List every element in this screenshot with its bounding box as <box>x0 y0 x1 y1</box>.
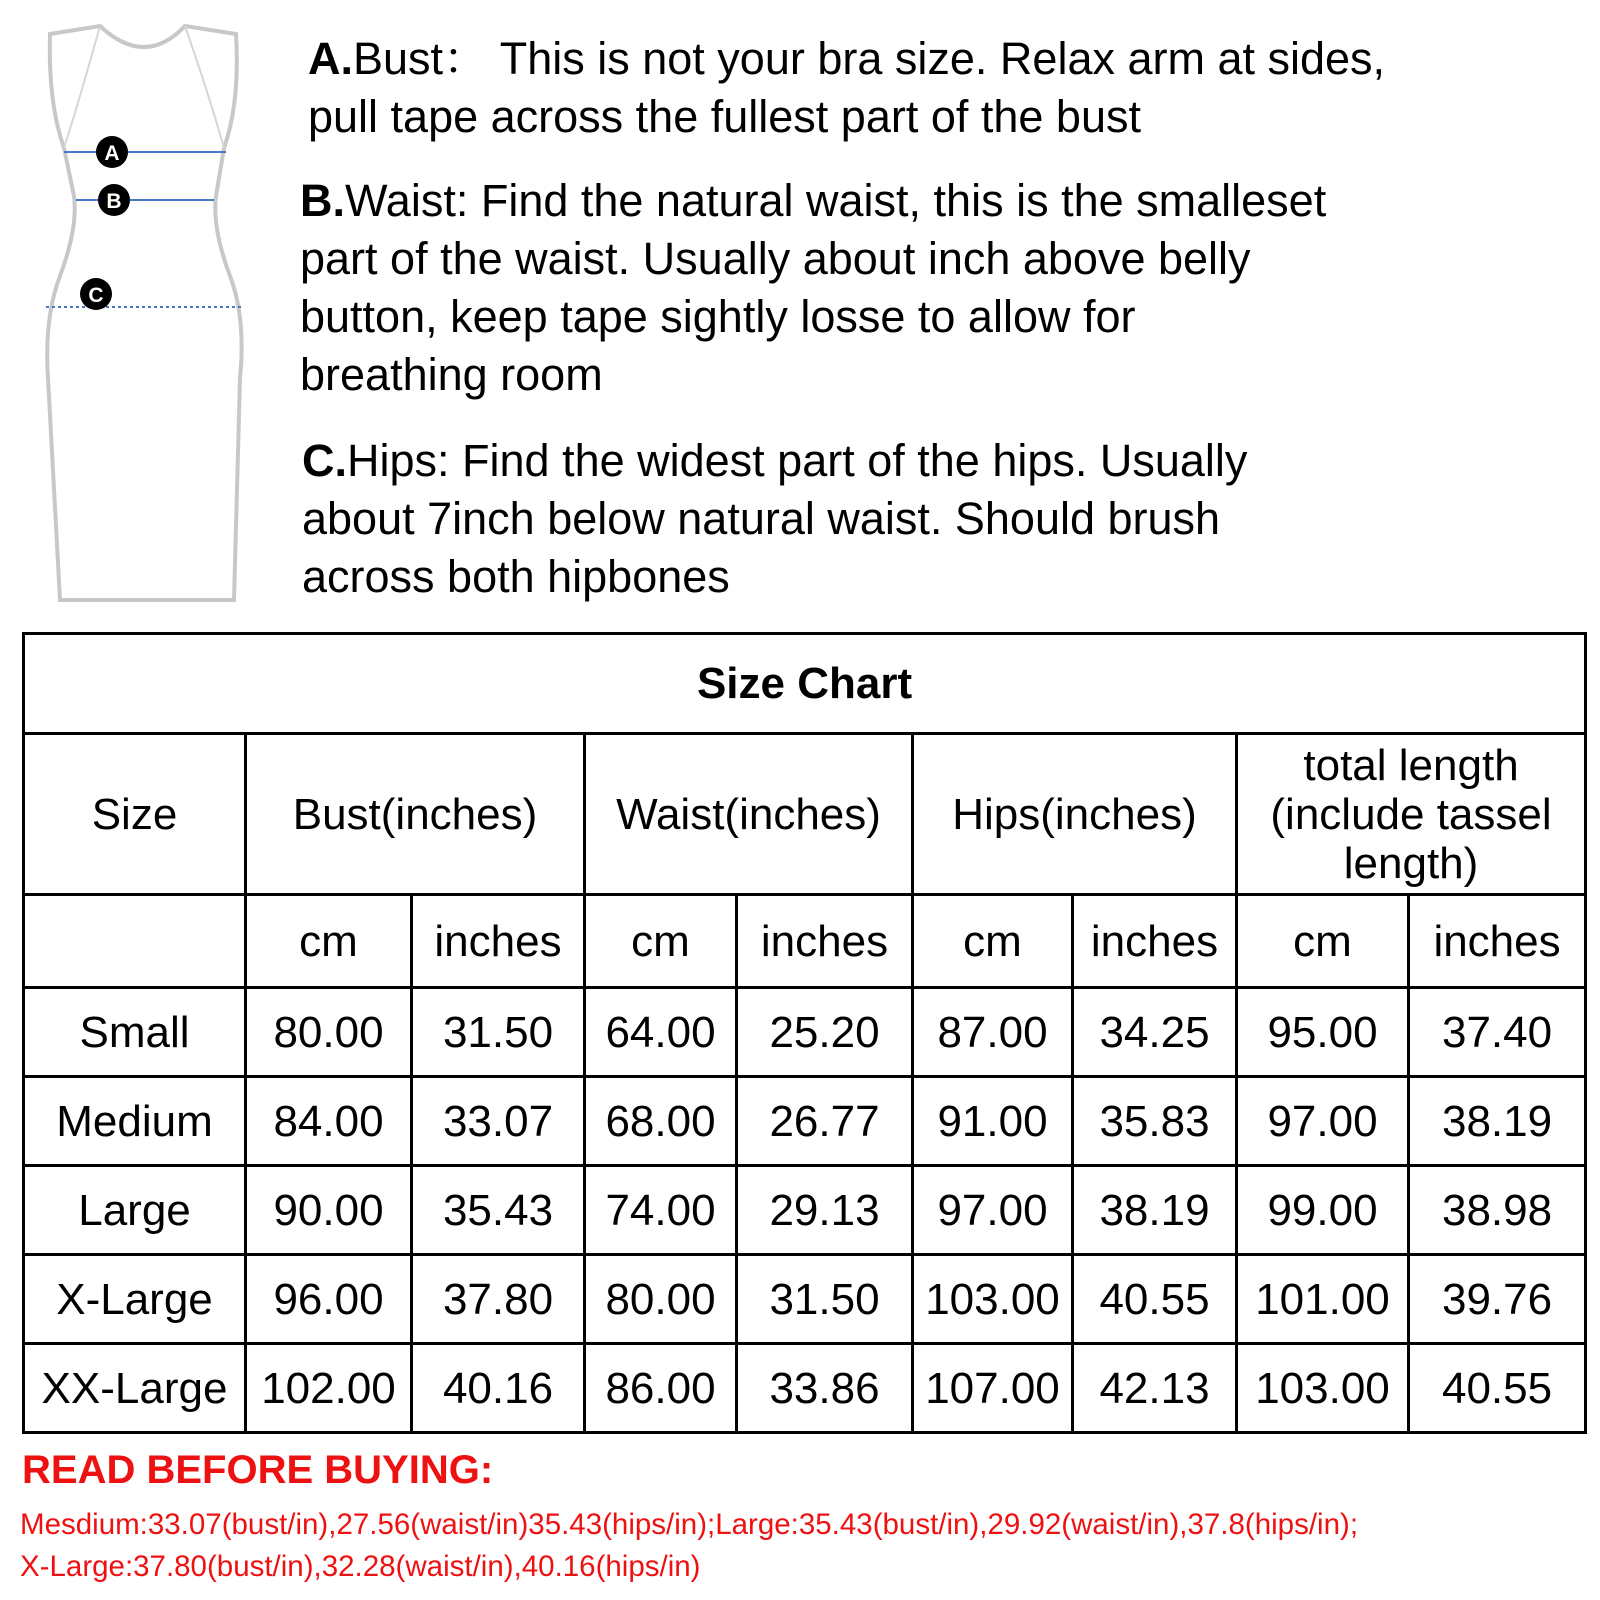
read-before-buying-title: READ BEFORE BUYING: <box>22 1448 494 1492</box>
value-cell: 31.50 <box>412 988 585 1077</box>
unit-cell: inches <box>412 895 585 988</box>
value-cell: 34.25 <box>1073 988 1237 1077</box>
value-cell: 101.00 <box>1237 1255 1409 1344</box>
size-name-cell: XX-Large <box>24 1344 246 1433</box>
value-cell: 107.00 <box>913 1344 1073 1433</box>
header-waist: Waist(inches) <box>585 734 913 895</box>
hips-instruction-line-2: about 7inch below natural waist. Should brush <box>302 493 1221 544</box>
hips-instruction-label: C. <box>302 435 347 486</box>
value-cell: 37.80 <box>412 1255 585 1344</box>
value-cell: 31.50 <box>737 1255 913 1344</box>
bust-instruction-line-2: pull tape across the fullest part of the bust <box>308 91 1141 142</box>
waist-instruction-line-3: button, keep tape sightly losse to allow for <box>300 291 1136 342</box>
hips-instruction <box>302 432 1247 606</box>
header-total-length-line-3: length) <box>1343 838 1479 888</box>
units-row <box>24 895 1586 988</box>
header-bust: Bust(inches) <box>246 734 585 895</box>
unit-cell: inches <box>1409 895 1586 988</box>
unit-cell: inches <box>1073 895 1237 988</box>
header-total-length-line-2: (include tassel <box>1270 789 1552 839</box>
size-name-cell: Small <box>24 988 246 1077</box>
value-cell: 97.00 <box>1237 1077 1409 1166</box>
value-cell: 95.00 <box>1237 988 1409 1077</box>
value-cell: 91.00 <box>913 1077 1073 1166</box>
value-cell: 33.86 <box>737 1344 913 1433</box>
value-cell: 97.00 <box>913 1166 1073 1255</box>
hips-instruction-line-1: Hips: Find the widest part of the hips. Usually <box>347 435 1248 486</box>
waist-instruction-line-4: breathing room <box>300 349 603 400</box>
read-before-buying-line-1: Mesdium:33.07(bust/in),27.56(waist/in)35.43(hips/in);Large:35.43(bust/in),29.92(waist/in),37.8(hips/in); <box>20 1508 1359 1541</box>
waist-instruction <box>300 172 1326 404</box>
value-cell: 86.00 <box>585 1344 737 1433</box>
size-name-cell: X-Large <box>24 1255 246 1344</box>
units-blank-cell <box>24 895 246 988</box>
waist-instruction-line-2: part of the waist. Usually about inch above belly <box>300 233 1251 284</box>
unit-cell: cm <box>246 895 412 988</box>
marker-b-label: B <box>106 190 122 213</box>
marker-a <box>96 136 128 168</box>
unit-cell: cm <box>585 895 737 988</box>
value-cell: 40.55 <box>1073 1255 1237 1344</box>
value-cell: 103.00 <box>1237 1344 1409 1433</box>
value-cell: 80.00 <box>246 988 412 1077</box>
table-row <box>24 1077 1586 1166</box>
marker-a-label: A <box>104 142 120 165</box>
value-cell: 38.19 <box>1073 1166 1237 1255</box>
value-cell: 90.00 <box>246 1166 412 1255</box>
waist-instruction-label: B. <box>300 175 345 226</box>
waist-instruction-line-1: Waist: Find the natural waist, this is the smalleset <box>345 175 1327 226</box>
table-row <box>24 1166 1586 1255</box>
marker-c-label: C <box>88 284 104 307</box>
table-row <box>24 988 1586 1077</box>
unit-cell: cm <box>913 895 1073 988</box>
header-total-length-line-1: total length <box>1303 740 1519 790</box>
marker-c <box>80 278 112 310</box>
value-cell: 99.00 <box>1237 1166 1409 1255</box>
value-cell: 74.00 <box>585 1166 737 1255</box>
value-cell: 38.19 <box>1409 1077 1586 1166</box>
value-cell: 68.00 <box>585 1077 737 1166</box>
bust-instruction <box>308 30 1385 146</box>
value-cell: 64.00 <box>585 988 737 1077</box>
value-cell: 40.55 <box>1409 1344 1586 1433</box>
value-cell: 35.83 <box>1073 1077 1237 1166</box>
unit-cell: inches <box>737 895 913 988</box>
value-cell: 35.43 <box>412 1166 585 1255</box>
value-cell: 96.00 <box>246 1255 412 1344</box>
size-name-cell: Medium <box>24 1077 246 1166</box>
value-cell: 29.13 <box>737 1166 913 1255</box>
value-cell: 25.20 <box>737 988 913 1077</box>
header-total-length <box>1237 734 1586 895</box>
dress-measurement-figure <box>40 18 260 618</box>
value-cell: 84.00 <box>246 1077 412 1166</box>
value-cell: 38.98 <box>1409 1166 1586 1255</box>
hips-instruction-line-3: across both hipbones <box>302 551 730 602</box>
marker-b <box>98 184 130 216</box>
bust-instruction-label: A. <box>308 33 353 84</box>
value-cell: 87.00 <box>913 988 1073 1077</box>
value-cell: 42.13 <box>1073 1344 1237 1433</box>
value-cell: 103.00 <box>913 1255 1073 1344</box>
header-size: Size <box>24 734 246 895</box>
value-cell: 102.00 <box>246 1344 412 1433</box>
bust-instruction-line-1: Bust： This is not your bra size. Relax arm at sides, <box>353 33 1386 84</box>
table-row <box>24 1344 1586 1433</box>
value-cell: 26.77 <box>737 1077 913 1166</box>
value-cell: 39.76 <box>1409 1255 1586 1344</box>
table-row <box>24 1255 1586 1344</box>
value-cell: 33.07 <box>412 1077 585 1166</box>
unit-cell: cm <box>1237 895 1409 988</box>
value-cell: 40.16 <box>412 1344 585 1433</box>
value-cell: 37.40 <box>1409 988 1586 1077</box>
size-name-cell: Large <box>24 1166 246 1255</box>
header-hips: Hips(inches) <box>913 734 1237 895</box>
size-chart-table <box>22 632 1587 1434</box>
size-chart-title: Size Chart <box>24 634 1586 734</box>
read-before-buying-line-2: X-Large:37.80(bust/in),32.28(waist/in),40.16(hips/in) <box>20 1550 701 1583</box>
value-cell: 80.00 <box>585 1255 737 1344</box>
